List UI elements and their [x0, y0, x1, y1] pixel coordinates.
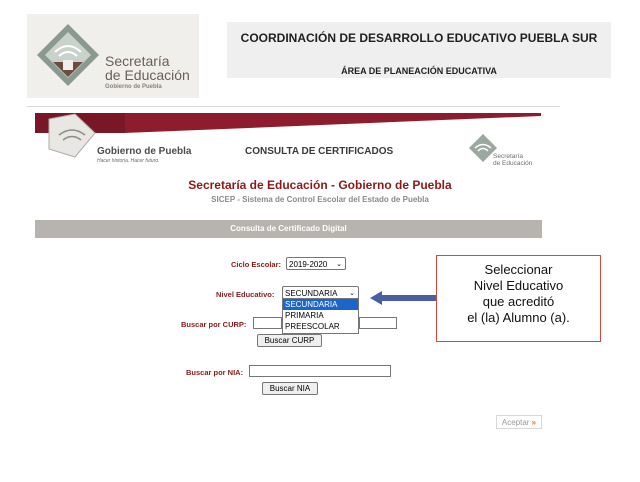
nivel-option-secundaria[interactable]: SECUNDARIA — [283, 299, 358, 310]
ciclo-select-value: 2019-2020 — [289, 260, 328, 269]
buscar-curp-button[interactable]: Buscar CURP — [257, 334, 322, 347]
section-title: CONSULTA DE CERTIFICADOS — [245, 146, 394, 157]
curp-input-tail[interactable] — [359, 317, 397, 329]
se-logo-line-2: de Educación — [493, 160, 533, 167]
slide-title: COORDINACIÓN DE DESARROLLO EDUCATIVO PUEBLA SUR — [240, 31, 598, 45]
buscar-nia-button[interactable]: Buscar NIA — [262, 382, 318, 395]
gobierno-title: Gobierno de Puebla — [97, 146, 192, 157]
instruction-callout — [436, 255, 601, 342]
nia-label: Buscar por NIA: — [186, 368, 244, 377]
banner-graphic — [35, 113, 541, 175]
chevron-down-icon: ⌄ — [336, 261, 342, 268]
curp-input[interactable] — [253, 317, 282, 329]
nivel-dropdown-list — [282, 298, 359, 334]
nivel-label: Nivel Educativo: — [216, 290, 275, 299]
curp-label: Buscar por CURP: — [181, 320, 247, 329]
logo-line-2: de Educación — [105, 67, 190, 83]
chevron-down-icon: ⌄ — [349, 290, 355, 297]
aceptar-button[interactable] — [496, 415, 542, 429]
nivel-option-primaria[interactable]: PRIMARIA — [285, 311, 324, 320]
callout-line-4: el (la) Alumno (a). — [467, 310, 570, 325]
education-emblem-icon — [35, 22, 101, 88]
callout-line-2: Nivel Educativo — [473, 278, 564, 293]
section-bar — [35, 220, 542, 238]
double-chevron-right-icon: » — [531, 418, 537, 427]
gobierno-tagline: Hacer historia. Hacer futuro. — [97, 158, 160, 164]
slide-subtitle: ÁREA DE PLANEACIÓN EDUCATIVA — [341, 66, 497, 76]
section-bar-title: Consulta de Certificado Digital — [230, 224, 347, 233]
callout-line-1: Seleccionar — [484, 262, 553, 277]
ciclo-select[interactable] — [286, 257, 346, 270]
arrow-left-icon — [370, 290, 438, 306]
logo-line-1: Secretaría — [105, 53, 170, 69]
nivel-select-value: SECUNDARIA — [285, 289, 338, 298]
page-heading: Secretaría de Educación - Gobierno de Puebla — [188, 178, 452, 192]
nia-input[interactable] — [249, 365, 391, 377]
nivel-option-preescolar[interactable]: PREESCOLAR — [285, 322, 340, 331]
callout-line-3: que acreditó — [482, 294, 555, 309]
page-subheading: SICEP - Sistema de Control Escolar del Estado de Puebla — [211, 195, 429, 204]
ciclo-label: Ciclo Escolar: — [231, 260, 282, 269]
se-logo-text — [493, 153, 532, 167]
secretaria-logo — [27, 14, 199, 98]
se-logo-line-1: Secretaría — [493, 153, 523, 160]
divider — [27, 106, 560, 107]
aceptar-label: Aceptar — [501, 418, 530, 427]
slide-title-box — [227, 22, 611, 78]
logo-line-3: Gobierno de Puebla — [105, 84, 162, 90]
